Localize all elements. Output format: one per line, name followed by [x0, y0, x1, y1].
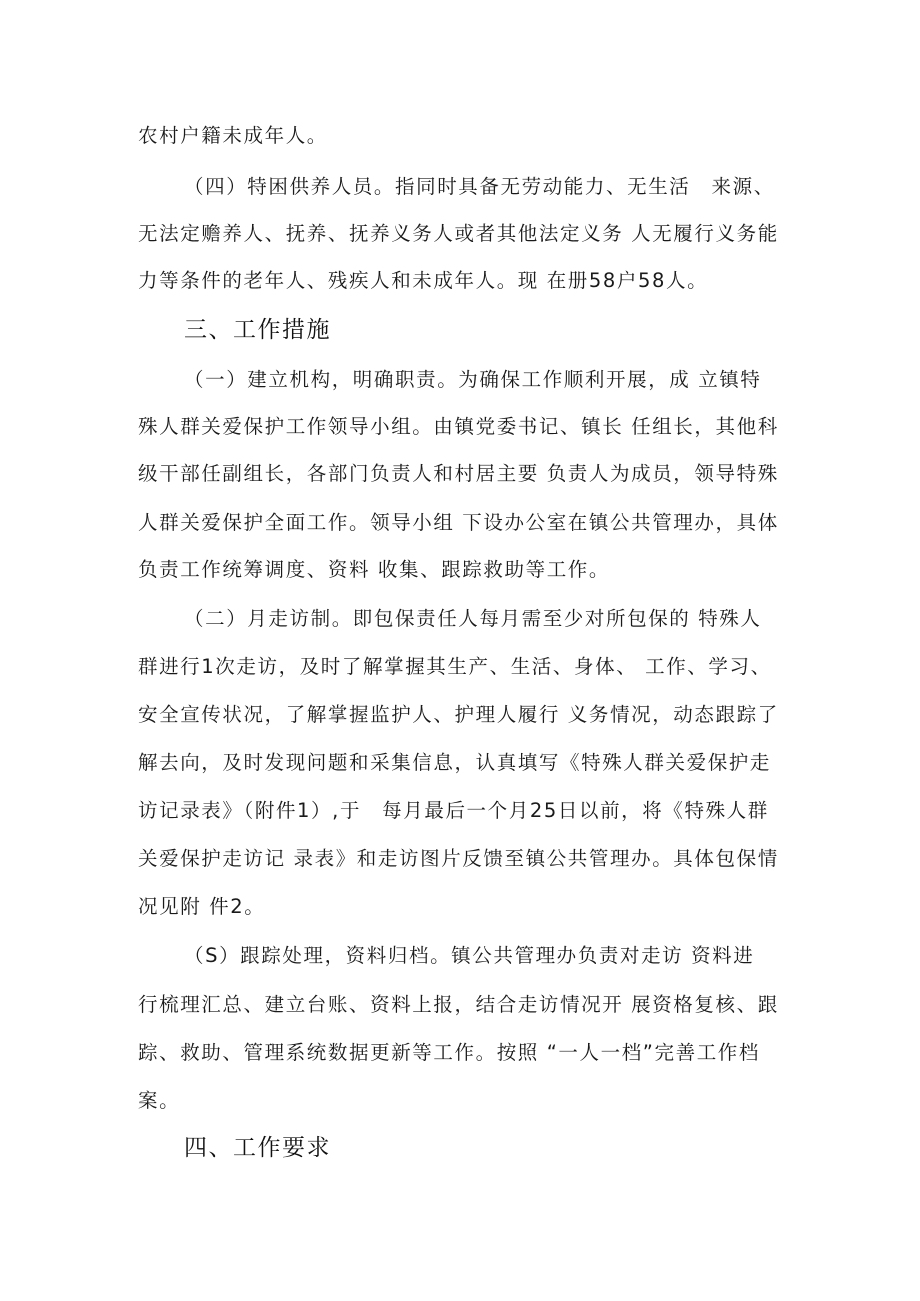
paragraph-line-2: （四）特困供养人员。指同时具备无劳动能力、无生活 来源、: [184, 175, 775, 198]
paragraph-line-1: 农村户籍未成年人。: [138, 124, 328, 147]
section-heading-4: 四、工作要求: [184, 1135, 331, 1161]
paragraph-line-11: 群进行1次走访，及时了解掌握其生产、生活、身体、 工作、学习、: [138, 655, 772, 678]
paragraph-line-10: （二）月走访制。即包保责任人每月需至少对所包保的 特殊人: [184, 607, 762, 630]
paragraph-line-18: 行梳理汇总、建立台账、资料上报，结合走访情况开 展资格复核、跟: [138, 993, 779, 1016]
paragraph-line-12: 安全宣传状况，了解掌握监护人、护理人履行 义务情况，动态跟踪了: [138, 703, 779, 726]
paragraph-line-6: 殊人群关爱保护工作领导小组。由镇党委书记、镇长 任组长，其他科: [138, 415, 779, 438]
paragraph-line-19: 踪、救助、管理系统数据更新等工作。按照 “一人一档”完善工作档: [138, 1041, 761, 1064]
paragraph-line-3: 无法定赡养人、抚养、抚养义务人或者其他法定义务 人无履行义务能: [138, 222, 779, 245]
paragraph-line-13: 解去向，及时发现问题和采集信息，认真填写《特殊人群关爱保护走: [138, 751, 772, 774]
paragraph-line-8: 人群关爱保护全面工作。领导小组 下设办公室在镇公共管理办，具体: [138, 511, 779, 534]
paragraph-line-9: 负责工作统筹调度、资料 收集、跟踪救助等工作。: [138, 558, 610, 581]
paragraph-line-20: 案。: [138, 1089, 181, 1112]
paragraph-line-15: 关爱保护走访记 录表》和走访图片反馈至镇公共管理办。具体包保情: [138, 847, 779, 870]
section-heading-3: 三、工作措施: [184, 317, 331, 343]
paragraph-line-14: 访记录表》（附件1）,于 每月最后一个月25日以前，将《特殊人群: [138, 799, 769, 822]
paragraph-line-5: （一）建立机构，明确职责。为确保工作顺利开展，成 立镇特: [184, 368, 762, 391]
paragraph-line-4: 力等条件的老年人、残疾人和未成年人。现 在册58户58人。: [138, 269, 709, 292]
paragraph-line-17: （S）跟踪处理，资料归档。镇公共管理办负责对走访 资料进: [184, 944, 755, 967]
paragraph-line-7: 级干部任副组长，各部门负责人和村居主要 负责人为成员，领导特殊: [138, 462, 779, 485]
paragraph-line-16: 况见附 件2。: [138, 895, 266, 918]
